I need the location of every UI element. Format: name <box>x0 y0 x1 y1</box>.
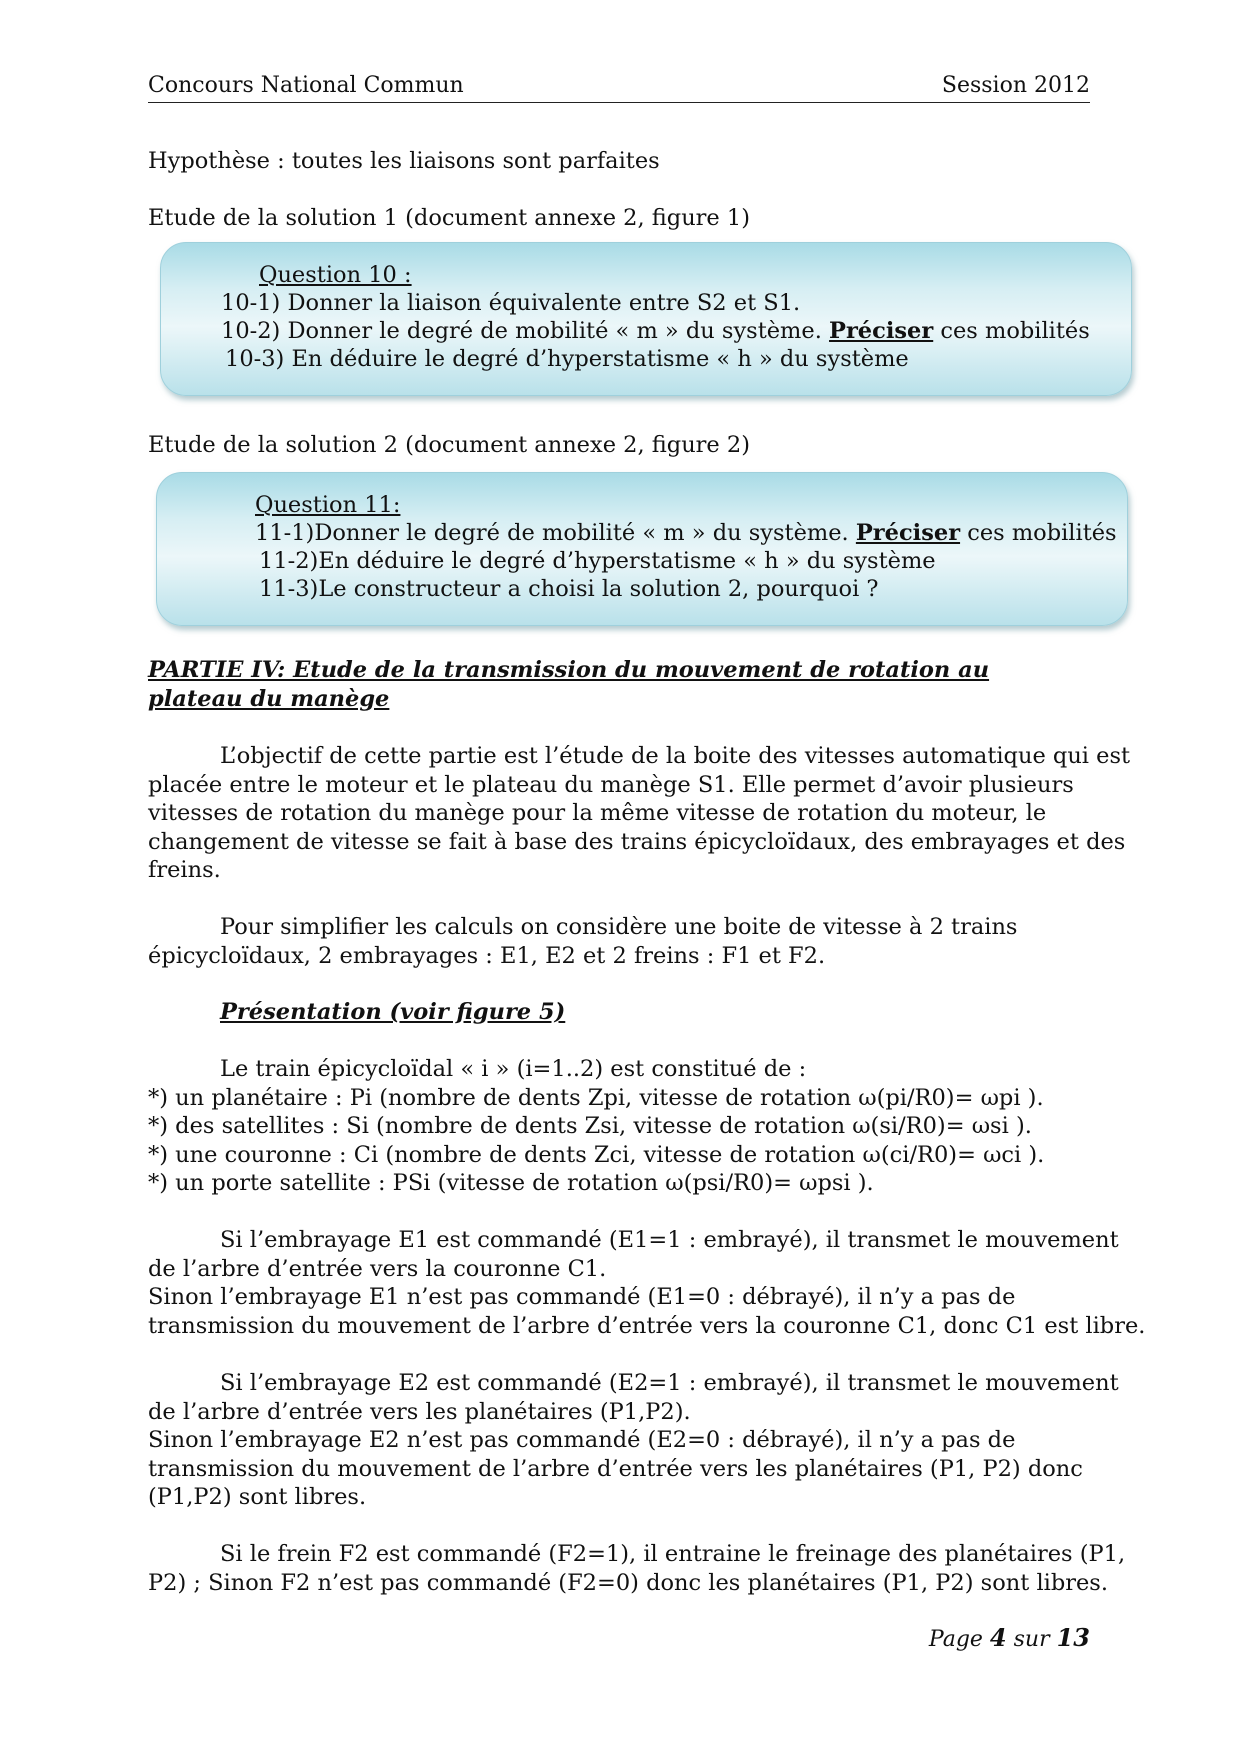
question-10-3: 10-3) En déduire le degré d’hyperstatisme « h » du système <box>225 346 909 372</box>
partie-4-line-2: plateau du manège <box>148 685 390 712</box>
page-number: Page 4 sur 13 <box>928 1623 1090 1652</box>
header-contest: Concours National Commun <box>148 73 464 98</box>
paragraph-simplifier: Pour simplifier les calculs on considère une boite de vitesse à 2 trains épicycloïdaux, 2 embrayages : E1, E2 et 2 freins : F1 et F2. <box>148 914 1018 969</box>
solution1-title: Etude de la solution 1 (document annexe 2, figure 1) <box>148 205 750 231</box>
question-10-box <box>160 242 1132 396</box>
question-11-2: 11-2)En déduire le degré d’hyperstatisme « h » du système <box>259 548 936 574</box>
partie-4-line-1: PARTIE IV: Etude de la transmission du mouvement de rotation au <box>148 657 990 683</box>
question-11-3: 11-3)Le constructeur a choisi la solution 2, pourquoi ? <box>259 576 879 602</box>
hypothesis: Hypothèse : toutes les liaisons sont parfaites <box>148 148 660 174</box>
partie-4-heading <box>148 656 989 713</box>
presentation-heading: Présentation (voir figure 5) <box>220 999 566 1025</box>
question-11-title: Question 11: <box>255 492 401 518</box>
question-10-2: 10-2) Donner le degré de mobilité « m » du système. Préciser ces mobilités <box>221 318 1090 344</box>
list-item: *) une couronne : Ci (nombre de dents Zci, vitesse de rotation ω(ci/R0)= ωci ). <box>148 1141 1045 1168</box>
question-11-box <box>156 472 1128 626</box>
question-10-1: 10-1) Donner la liaison équivalente entre S2 et S1. <box>221 290 801 316</box>
list-item: *) des satellites : Si (nombre de dents Zsi, vitesse de rotation ω(si/R0)= ωsi ). <box>148 1113 1032 1139</box>
paragraph-objectif: L’objectif de cette partie est l’étude de la boite des vitesses automatique qui est placée entre le moteur et le plateau du manège S1. Elle permet d’avoir plusieurs vitesses de rotation du manège pour la même vitesse de rotation du moteur, le changement de vitesse se fait à base des trains épicycloïdaux, des embrayages et des freins. <box>148 743 1131 883</box>
paragraph-e2: Si l’embrayage E2 est commandé (E2=1 : embrayé), il transmet le mouvement de l’arbre d’entrée vers les planétaires (P1,P2). Sinon l’embrayage E2 n’est pas commandé (E2=0 : débrayé), il n’y a pas de transmission du mouvement de l’arbre d’entrée vers les planétaires (P1, P2) donc (P1,P2) sont libres. <box>148 1370 1119 1510</box>
solution2-title: Etude de la solution 2 (document annexe 2, figure 2) <box>148 432 750 458</box>
paragraph-e1: Si l’embrayage E1 est commandé (E1=1 : embrayé), il transmet le mouvement de l’arbre d’entrée vers la couronne C1. Sinon l’embrayage E1 n’est pas commandé (E1=0 : débrayé), il n’y a pas de transmission du mouvement de l’arbre d’entrée vers la couronne C1, donc C1 est libre. <box>148 1227 1146 1339</box>
page-header <box>148 72 1090 103</box>
question-10-title: Question 10 : <box>259 262 412 288</box>
list-item: *) un planétaire : Pi (nombre de dents Zpi, vitesse de rotation ω(pi/R0)= ωpi ). <box>148 1084 1044 1111</box>
list-item: *) un porte satellite : PSi (vitesse de rotation ω(psi/R0)= ωpsi ). <box>148 1170 874 1196</box>
header-session: Session 2012 <box>941 73 1090 98</box>
paragraph-train: Le train épicycloïdal « i » (i=1..2) est constitué de : *) un planétaire : Pi (nombre de dents Zpi, vitesse de rotation ω(pi/R0)= ωpi ). *) des satellites : Si (nombre de dents Zsi, vitesse de rotation ω(si/R0)= ωsi ). *) une couronne : Ci (nombre de dents Zci, vitesse de rotation ω(ci/R0)= ωci ). *) un porte satellite : PSi (vitesse de rotation ω(psi/R0)= ωpsi ). <box>148 1056 1045 1196</box>
question-11-1: 11-1)Donner le degré de mobilité « m » du système. Préciser ces mobilités <box>255 520 1117 546</box>
paragraph-f2: Si le frein F2 est commandé (F2=1), il entraine le freinage des planétaires (P1, P2) ; Sinon F2 n’est pas commandé (F2=0) donc les planétaires (P1, P2) sont libres. <box>148 1541 1126 1596</box>
